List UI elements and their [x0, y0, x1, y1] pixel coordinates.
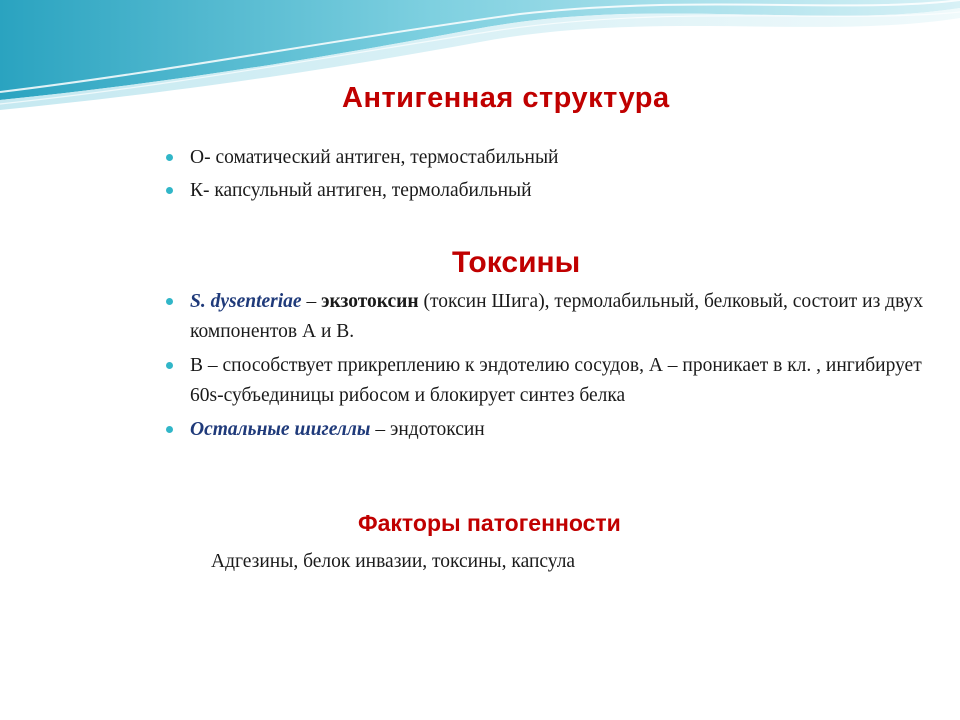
- list-item: [190, 351, 930, 411]
- toxins-list: [190, 287, 930, 449]
- subunit-description: В – способствует прикреплению к эндотелию сосудов, А – проникает в кл. , ингибирует 60s-субъединицы рибосом и блокирует синтез белка: [190, 355, 922, 406]
- endotoxin-text: – эндотоксин: [370, 419, 485, 440]
- header-wave-decoration: [0, 0, 960, 140]
- pathogenicity-factors-text: Адгезины, белок инвазии, токсины, капсула: [211, 551, 576, 572]
- bullet-dot-icon: [166, 298, 173, 305]
- title-toxins: Токсины: [452, 246, 581, 279]
- bullet-dot-icon: [166, 154, 173, 161]
- dash-text: –: [301, 291, 322, 312]
- list-item: [190, 143, 930, 173]
- title-antigen-structure: Антигенная структура: [342, 82, 670, 114]
- bullet-dot-icon: [166, 187, 173, 194]
- antigen-list: [190, 143, 930, 209]
- species-name: S. dysenteriae: [190, 291, 302, 312]
- bullet-dot-icon: [166, 426, 173, 433]
- exotoxin-description: (токсин Шига), термолабильный, белковый, состоит из двух компонентов А и В.: [190, 291, 924, 342]
- list-item: [190, 287, 930, 347]
- list-item: [190, 176, 930, 206]
- antigen-o-text: О- соматический антиген, термостабильный: [190, 147, 559, 168]
- exotoxin-term: экзотоксин: [321, 291, 419, 312]
- list-item: [190, 415, 930, 445]
- other-shigella-label: Остальные шигеллы: [190, 419, 371, 440]
- title-pathogenicity-factors: Факторы патогенности: [358, 510, 621, 536]
- antigen-k-text: К- капсульный антиген, термолабильный: [190, 180, 532, 201]
- bullet-dot-icon: [166, 362, 173, 369]
